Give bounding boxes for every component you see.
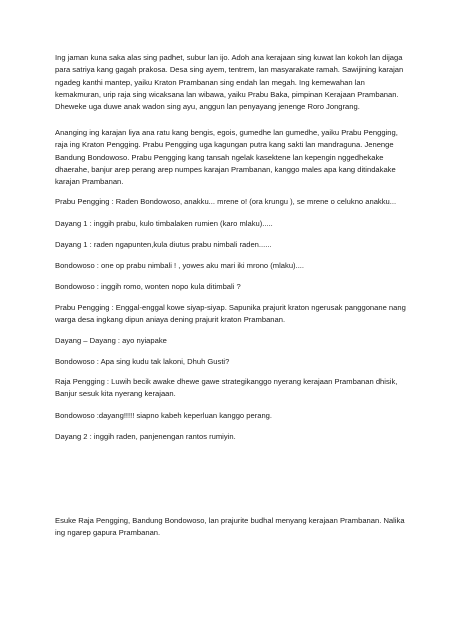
text-line: Prabu Pengging : Raden Bondowoso, anakku... mrene o! (ora krungu ), se mrene o celukno anakku... — [55, 197, 397, 206]
text-line: karajan Prambanan. — [55, 177, 124, 187]
text-line: warga desa ingkang dipun aniaya dening prajurit kraton Prambanan. — [55, 315, 286, 325]
paragraph-pengging — [55, 127, 430, 188]
text-line: Dayang 2 : inggih raden, panjenengan rantos rumiyin. — [55, 432, 236, 441]
text-line: Bondowoso :dayang!!!!! siapno kabeh keperluan kanggo perang. — [55, 411, 273, 420]
paragraph-closing — [55, 515, 430, 540]
text-line: Ananging ing karajan liya ana ratu kang bengis, egois, gumedhe lan gumedhe, yaiku Prabu Pengging, — [55, 128, 398, 137]
text-line: Prabu Pengging : Enggal-enggal kowe siyap-siyap. Sapunika prajurit kraton ngerusak panggonane nang — [55, 303, 406, 312]
text-line: Banjur sesuk kita nyerang kerajaan. — [55, 389, 176, 399]
text-line: Bondowoso : one op prabu nimbali ! , yowes aku mari iki mrono (mlaku).... — [55, 261, 305, 270]
text-line: dhaerahe, banjur arep perang arep numpes karajan Prambanan, kanggo males apa kang ditindakake — [55, 164, 396, 174]
dialogue-line — [55, 356, 430, 368]
dialogue-line — [55, 410, 430, 422]
text-line: Dheweke uga duwe anak wadon sing ayu, anggun lan penyayang jenenge Roro Jongrang. — [55, 102, 360, 112]
paragraph-intro — [55, 52, 430, 113]
dialogue-line — [55, 196, 430, 208]
text-line: Bondowoso : Apa sing kudu tak lakoni, Dhuh Gusti? — [55, 357, 230, 366]
text-line: ing ngarep gapura Prambanan. — [55, 528, 161, 538]
text-line: Dayang 1 : inggih prabu, kulo timbalaken rumien (karo mlaku)..... — [55, 219, 273, 228]
text-line: ngadeg kanthi mantep, yaiku Kraton Prambanan sing endah lan megah. Ing kemewahan lan — [55, 77, 365, 87]
text-line: Bandung Bondowoso. Prabu Pengging kang tansah ngelak kasektene lan kepengin nggedhekake — [55, 152, 384, 162]
text-line: Dayang – Dayang : ayo nyiapake — [55, 336, 167, 345]
text-line: Raja Pengging : Luwih becik awake dhewe gawe strategikanggo nyerang kerajaan Prambanan dhisik, — [55, 377, 398, 386]
dialogue-line — [55, 376, 430, 401]
dialogue-line — [55, 302, 430, 327]
dialogue-line — [55, 239, 430, 251]
dialogue-line — [55, 281, 430, 293]
dialogue-line — [55, 431, 430, 443]
text-line: Bondowoso : inggih romo, wonten nopo kula ditimbali ? — [55, 282, 241, 291]
text-line: Ing jaman kuna saka alas sing padhet, subur lan ijo. Adoh ana kerajaan sing kuwat lan kokoh lan dijaga — [55, 53, 403, 62]
dialogue-line — [55, 260, 430, 272]
text-line: raja ing Kraton Pengging. Prabu Pengging uga kagungan putra kang sakti lan mandraguna. Jenenge — [55, 140, 394, 150]
text-line: para satriya kang gagah prakosa. Desa sing ayem, tentrem, lan masyarakate ramah. Sawijining karajan — [55, 65, 404, 75]
dialogue-line — [55, 218, 430, 230]
text-line: Esuke Raja Pengging, Bandung Bondowoso, lan prajurite budhal menyang kerajaan Prambanan. Nalika — [55, 516, 405, 525]
text-line: kemakmuran, urip raja sing wicaksana lan wibawa, yaiku Prabu Baka, pimpinan Kerajaan Prambanan. — [55, 89, 399, 99]
dialogue-line — [55, 335, 430, 347]
text-line: Dayang 1 : raden ngapunten,kula diutus prabu nimbali raden...... — [55, 240, 272, 249]
